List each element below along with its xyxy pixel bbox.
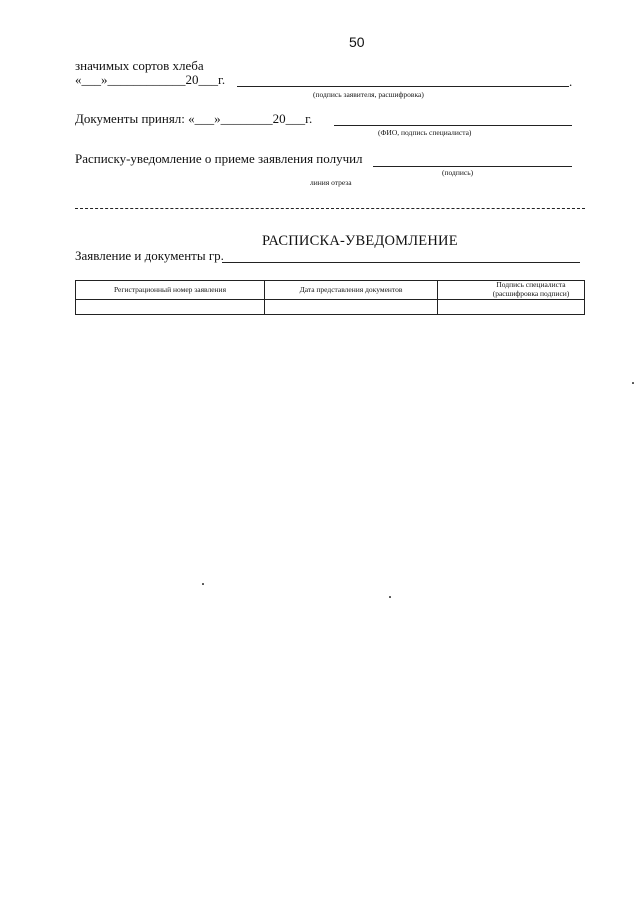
header-specialist-signature: Подпись специалиста (расшифровка подписи) bbox=[438, 281, 585, 300]
specialist-signature-line bbox=[334, 125, 572, 126]
cut-line bbox=[75, 208, 585, 209]
table-cell bbox=[265, 300, 438, 315]
specialist-signature-caption: (ФИО, подпись специалиста) bbox=[378, 128, 472, 137]
table-header-row bbox=[76, 281, 585, 300]
header-submission-date: Дата представления документов bbox=[265, 281, 438, 300]
table-cell bbox=[438, 300, 585, 315]
applicant-signature-line bbox=[237, 86, 569, 87]
page-number: 50 bbox=[349, 34, 365, 50]
table-row bbox=[76, 300, 585, 315]
scan-speck bbox=[632, 382, 634, 384]
recipient-signature-line bbox=[373, 166, 572, 167]
statement-date-line: «___»____________20___г. bbox=[75, 72, 226, 87]
scan-speck bbox=[202, 583, 204, 585]
applicant-name-line bbox=[222, 262, 580, 263]
received-text: Расписку-уведомление о приеме заявления получил bbox=[75, 151, 363, 166]
receipt-title: РАСПИСКА-УВЕДОМЛЕНИЕ bbox=[262, 233, 458, 249]
statement-text: значимых сортов хлеба bbox=[75, 58, 204, 73]
recipient-signature-caption: (подпись) bbox=[442, 168, 474, 177]
applicant-signature-caption: (подпись заявителя, расшифровка) bbox=[313, 90, 424, 99]
accepted-text: Документы принял: «___»________20___г. bbox=[75, 111, 313, 126]
scan-speck bbox=[389, 596, 391, 598]
receipt-table bbox=[75, 280, 585, 315]
applicant-line-label: Заявление и документы гр. bbox=[75, 248, 224, 263]
statement-end-mark: . bbox=[569, 74, 573, 89]
table-cell bbox=[76, 300, 265, 315]
cut-line-label: линия отреза bbox=[310, 178, 352, 187]
header-registration-number: Регистрационный номер заявления bbox=[76, 281, 265, 300]
